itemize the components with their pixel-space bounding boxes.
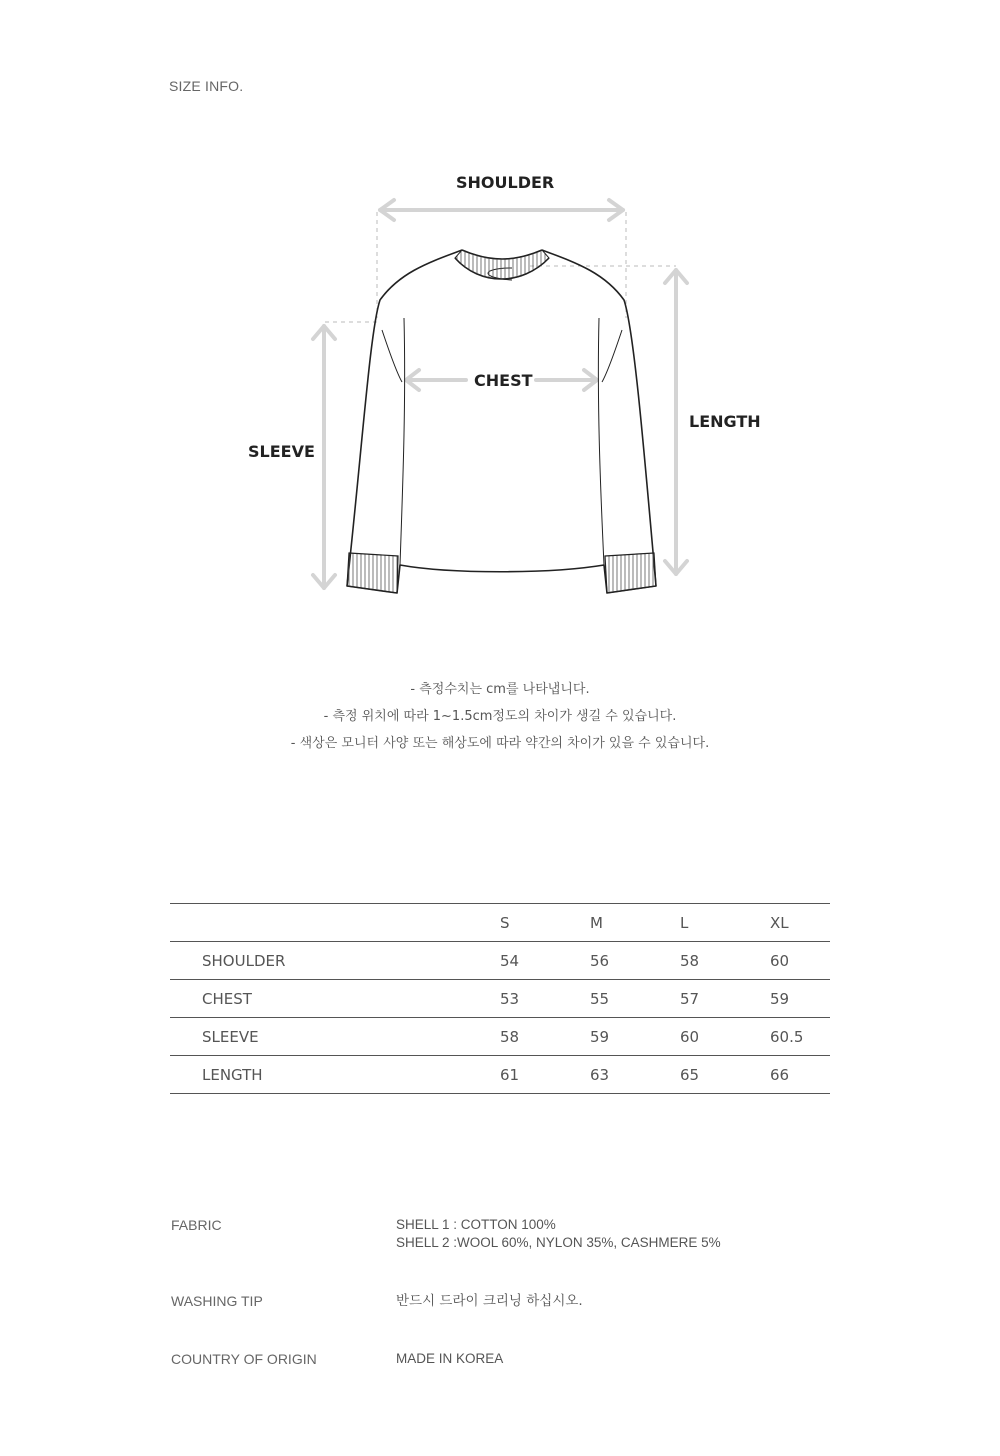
table-cell: 65 [680,1056,770,1094]
table-row [170,1018,830,1056]
table-cell: 60 [770,942,830,980]
row-label: SLEEVE [170,1018,500,1056]
country-of-origin-value: MADE IN KOREA [396,1351,504,1366]
note-line: - 색상은 모니터 사양 또는 해상도에 따라 약간의 차이가 있을 수 있습니다. [290,736,710,751]
collar-rib [455,250,549,279]
table-cell: 57 [680,980,770,1018]
table-cell: 58 [500,1018,590,1056]
table-cell: 54 [500,942,590,980]
measurement-notes [0,680,1000,761]
fabric-line: SHELL 1 : COTTON 100% [396,1217,556,1232]
fabric-line: SHELL 2 :WOOL 60%, NYLON 35%, CASHMERE 5% [396,1235,721,1250]
table-header-row [170,904,830,942]
length-label: LENGTH [689,412,761,431]
row-label: CHEST [170,980,500,1018]
table-cell: 58 [680,942,770,980]
table-cell: 63 [590,1056,680,1094]
note-line: - 측정수치는 cm를 나타냅니다. [410,682,590,697]
sweater-outline [347,250,656,593]
section-title: SIZE INFO. [169,78,244,94]
fabric-label: FABRIC [171,1217,222,1233]
row-label: LENGTH [170,1056,500,1094]
table-cell: 53 [500,980,590,1018]
country-of-origin-label: COUNTRY OF ORIGIN [171,1351,317,1367]
note-line: - 측정 위치에 따라 1~1.5cm정도의 차이가 생길 수 있습니다. [323,709,677,724]
table-cell: 59 [590,1018,680,1056]
column-header: L [680,904,770,942]
table-cell: 66 [770,1056,830,1094]
washing-tip-label: WASHING TIP [171,1293,263,1309]
right-cuff-rib [605,553,656,593]
washing-tip-value: 반드시 드라이 크리닝 하십시오. [396,1293,583,1309]
column-header: XL [770,904,830,942]
table-cell: 59 [770,980,830,1018]
column-header [170,904,500,942]
size-table [170,903,830,1094]
table-cell: 55 [590,980,680,1018]
fabric-value [396,1216,721,1252]
table-cell: 60 [680,1018,770,1056]
table-row [170,1056,830,1094]
left-cuff-rib [347,553,398,593]
table-row [170,942,830,980]
table-cell: 61 [500,1056,590,1094]
table-cell: 60.5 [770,1018,830,1056]
chest-label: CHEST [474,371,533,390]
table-cell: 56 [590,942,680,980]
row-label: SHOULDER [170,942,500,980]
sleeve-label: SLEEVE [248,442,315,461]
column-header: M [590,904,680,942]
column-header: S [500,904,590,942]
shoulder-label: SHOULDER [456,173,555,192]
table-row [170,980,830,1018]
